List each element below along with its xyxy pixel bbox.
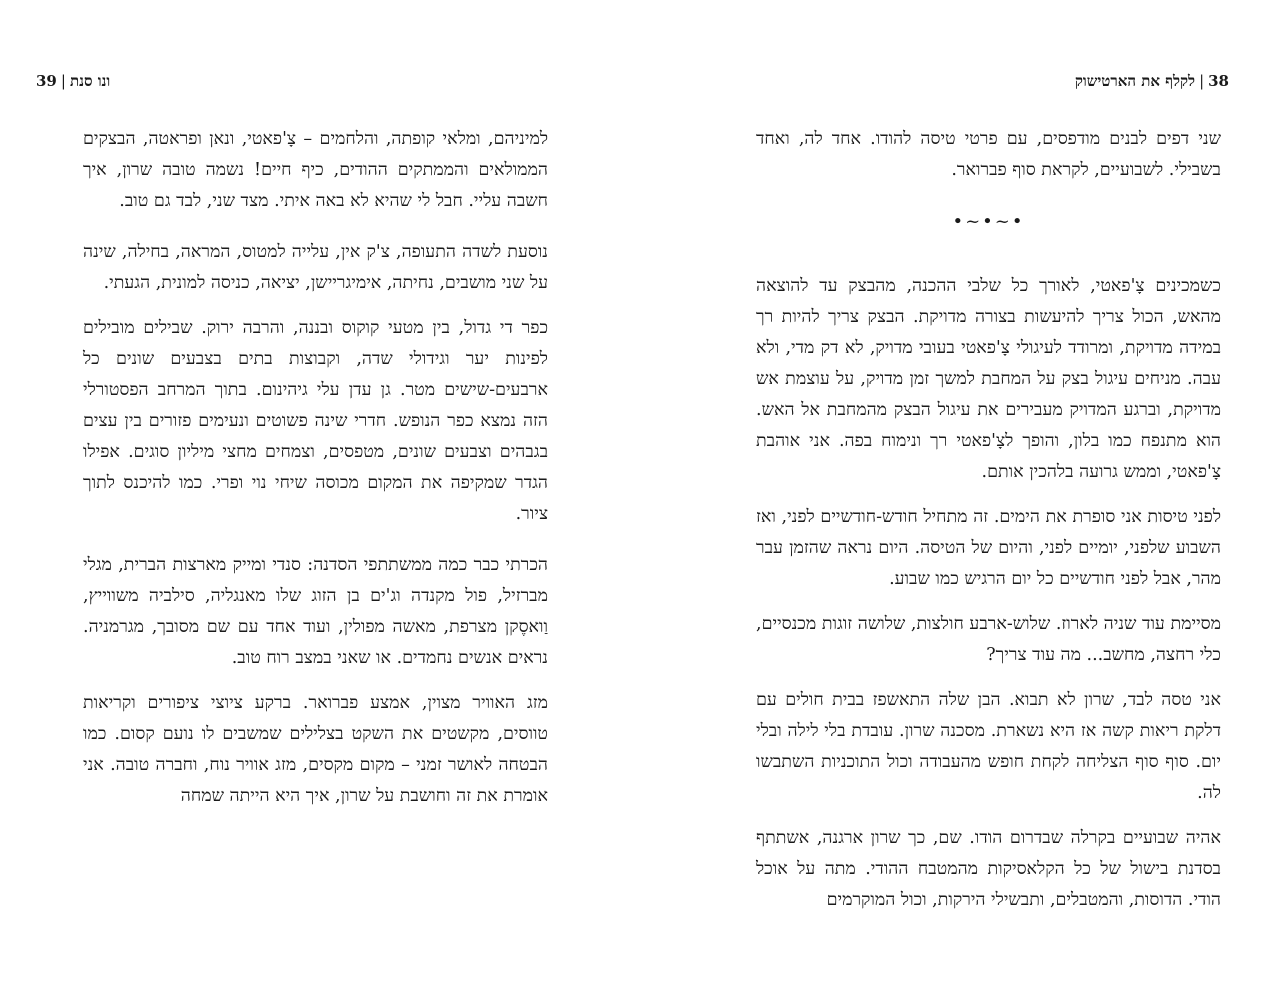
left-header-title: ונו סנת xyxy=(69,72,111,90)
right-paragraph-2: כשמכינים צָ'פאטי, לאורך כל שלבי ההכנה, מהבצק עד להוצאה מהאש, הכול צריך להיעשות בצורה מדויקת. הבצק צריך להיות רך במידה מדויקת, ומרודד לעיגולי צָ'פאטי בעובי מדויק, לא דק מדי, ולא עבה. מניחים עיגול בצק על המחבת למשך זמן מדויק, על עוצמת אש מדויקת, וברגע המדויק מעבירים את עיגול הבצק מהמחבת אל האש. הוא מתנפח כמו בלון, והופך לצָ'פאטי רך ונימוח בפה. אני אוהבת צָ'פאטי, וממש גרועה בלהכין אותם. xyxy=(756,276,1221,482)
left-paragraph-1: למיניהם, ומלאי קופתה, והלחמים – צָ'פאטי, ונאן ופראטה, הבצקים הממולאים והממתקים ההודים, כיף חיים! נשמה טובה שרון, איך חשבה עליי. חבל לי שהיא לא באה איתי. מצד שני, לבד גם טוב. xyxy=(83,129,548,211)
left-paragraph-4: הכרתי כבר כמה ממשתתפי הסדנה: סנדי ומייק מארצות הברית, מגלי מברזיל, פול מקנדה וג'ים בן הזוג שלו מאנגליה, סילביה משווייץ, וַואסֶקן מצרפת, מאשה מפולין, ועוד אחד עם שם מסובך, מגרמניה. נראים אנשים נחמדים. או שאני במצב רוח טוב. xyxy=(83,555,548,668)
section-break-ornament: •~•~• xyxy=(952,211,1025,232)
right-body-text xyxy=(756,124,1221,936)
right-paragraph-6: אהיה שבועיים בקרלה שבדרום הודו. שם, כך שרון ארגנה, אשתתף בסדנת בישול של כל הקלאסיקות מהמטבח ההודי. מתה על אוכל הודי. הדוסות, והמטבלים, ותבשילי הירקות, וכול המוקרמים xyxy=(756,828,1221,910)
right-paragraph-4: מסיימת עוד שניה לארוז. שלוש-ארבע חולצות, שלושה זוגות מכנסיים, כלי רחצה, מחשב... מה עוד צריך? xyxy=(756,614,1221,665)
right-header-title: לקלף את הארטישוק xyxy=(1074,72,1196,90)
left-paragraph-5: מזג האוויר מצוין, אמצע פברואר. ברקע ציוצי ציפורים וקריאות טווסים, מקשטים את השקט בצלילים שמשבים לו נועם קסום. כמו הבטחה לאושר זמני – מקום מקסים, מזג אוויר נוח, וחברה טובה. אני אומרת את זה וחושבת על שרון, איך היא הייתה שמחה xyxy=(83,693,548,806)
right-page xyxy=(643,0,1286,1000)
left-paragraph-2: נוסעת לשדה התעופה, צ'ק אין, עלייה למטוס, המראה, בחילה, שינה על שני מושבים, נחיתה, אימיגריישן, יציאה, כניסה למונית, הגעתי. xyxy=(83,242,548,293)
left-page-number: 39 xyxy=(36,72,57,90)
right-paragraph-3: לפני טיסות אני סופרת את הימים. זה מתחיל חודש-חודשיים לפני, ואז השבוע שלפני, יומיים לפני, והיום של הטיסה. היום נראה שהזמן עבר מהר, אבל לפני חודשיים כל יום הרגיש כמו שבוע. xyxy=(756,507,1221,589)
right-paragraph-5: אני טסה לבד, שרון לא תבוא. הבן שלה התאשפז בבית חולים עם דלקת ריאות קשה אז היא נשארת. מסכנה שרון. עובדת בלי לילה ובלי יום. סוף סוף הצליחה לקחת חופש מהעבודה וכול התוכניות השתבשו לה. xyxy=(756,690,1221,803)
right-header-separator: | xyxy=(1199,72,1205,90)
left-header-separator: | xyxy=(60,72,66,90)
right-running-header xyxy=(1075,72,1229,91)
left-body-text xyxy=(83,124,548,832)
right-page-number: 38 xyxy=(1208,72,1229,90)
left-running-header xyxy=(36,72,110,91)
right-paragraph-1: שני דפים לבנים מודפסים, עם פרטי טיסה להודו. אחד לה, ואחד בשבילי. לשבועיים, לקראת סוף פברואר. xyxy=(756,129,1221,180)
left-paragraph-3: כפר די גדול, בין מטעי קוקוס ובננה, והרבה ירוק. שבילים מובילים לפינות יער וגידולי שדה, וקבוצות בתים בצבעים שונים כל ארבעים-שישים מטר. גן עדן עלי גיהינום. בתוך המרחב הפסטורלי הזה נמצא כפר הנופש. חדרי שינה פשוטים ונעימים פזורים בין עצים בגבהים וצבעים שונים, מטפסים, וצמחים מחצי מיליון סוגים. אפילו הגדר שמקיפה את המקום מכוסה שיחי נוי ופרי. כמו להיכנס לתוך ציור. xyxy=(83,318,548,524)
